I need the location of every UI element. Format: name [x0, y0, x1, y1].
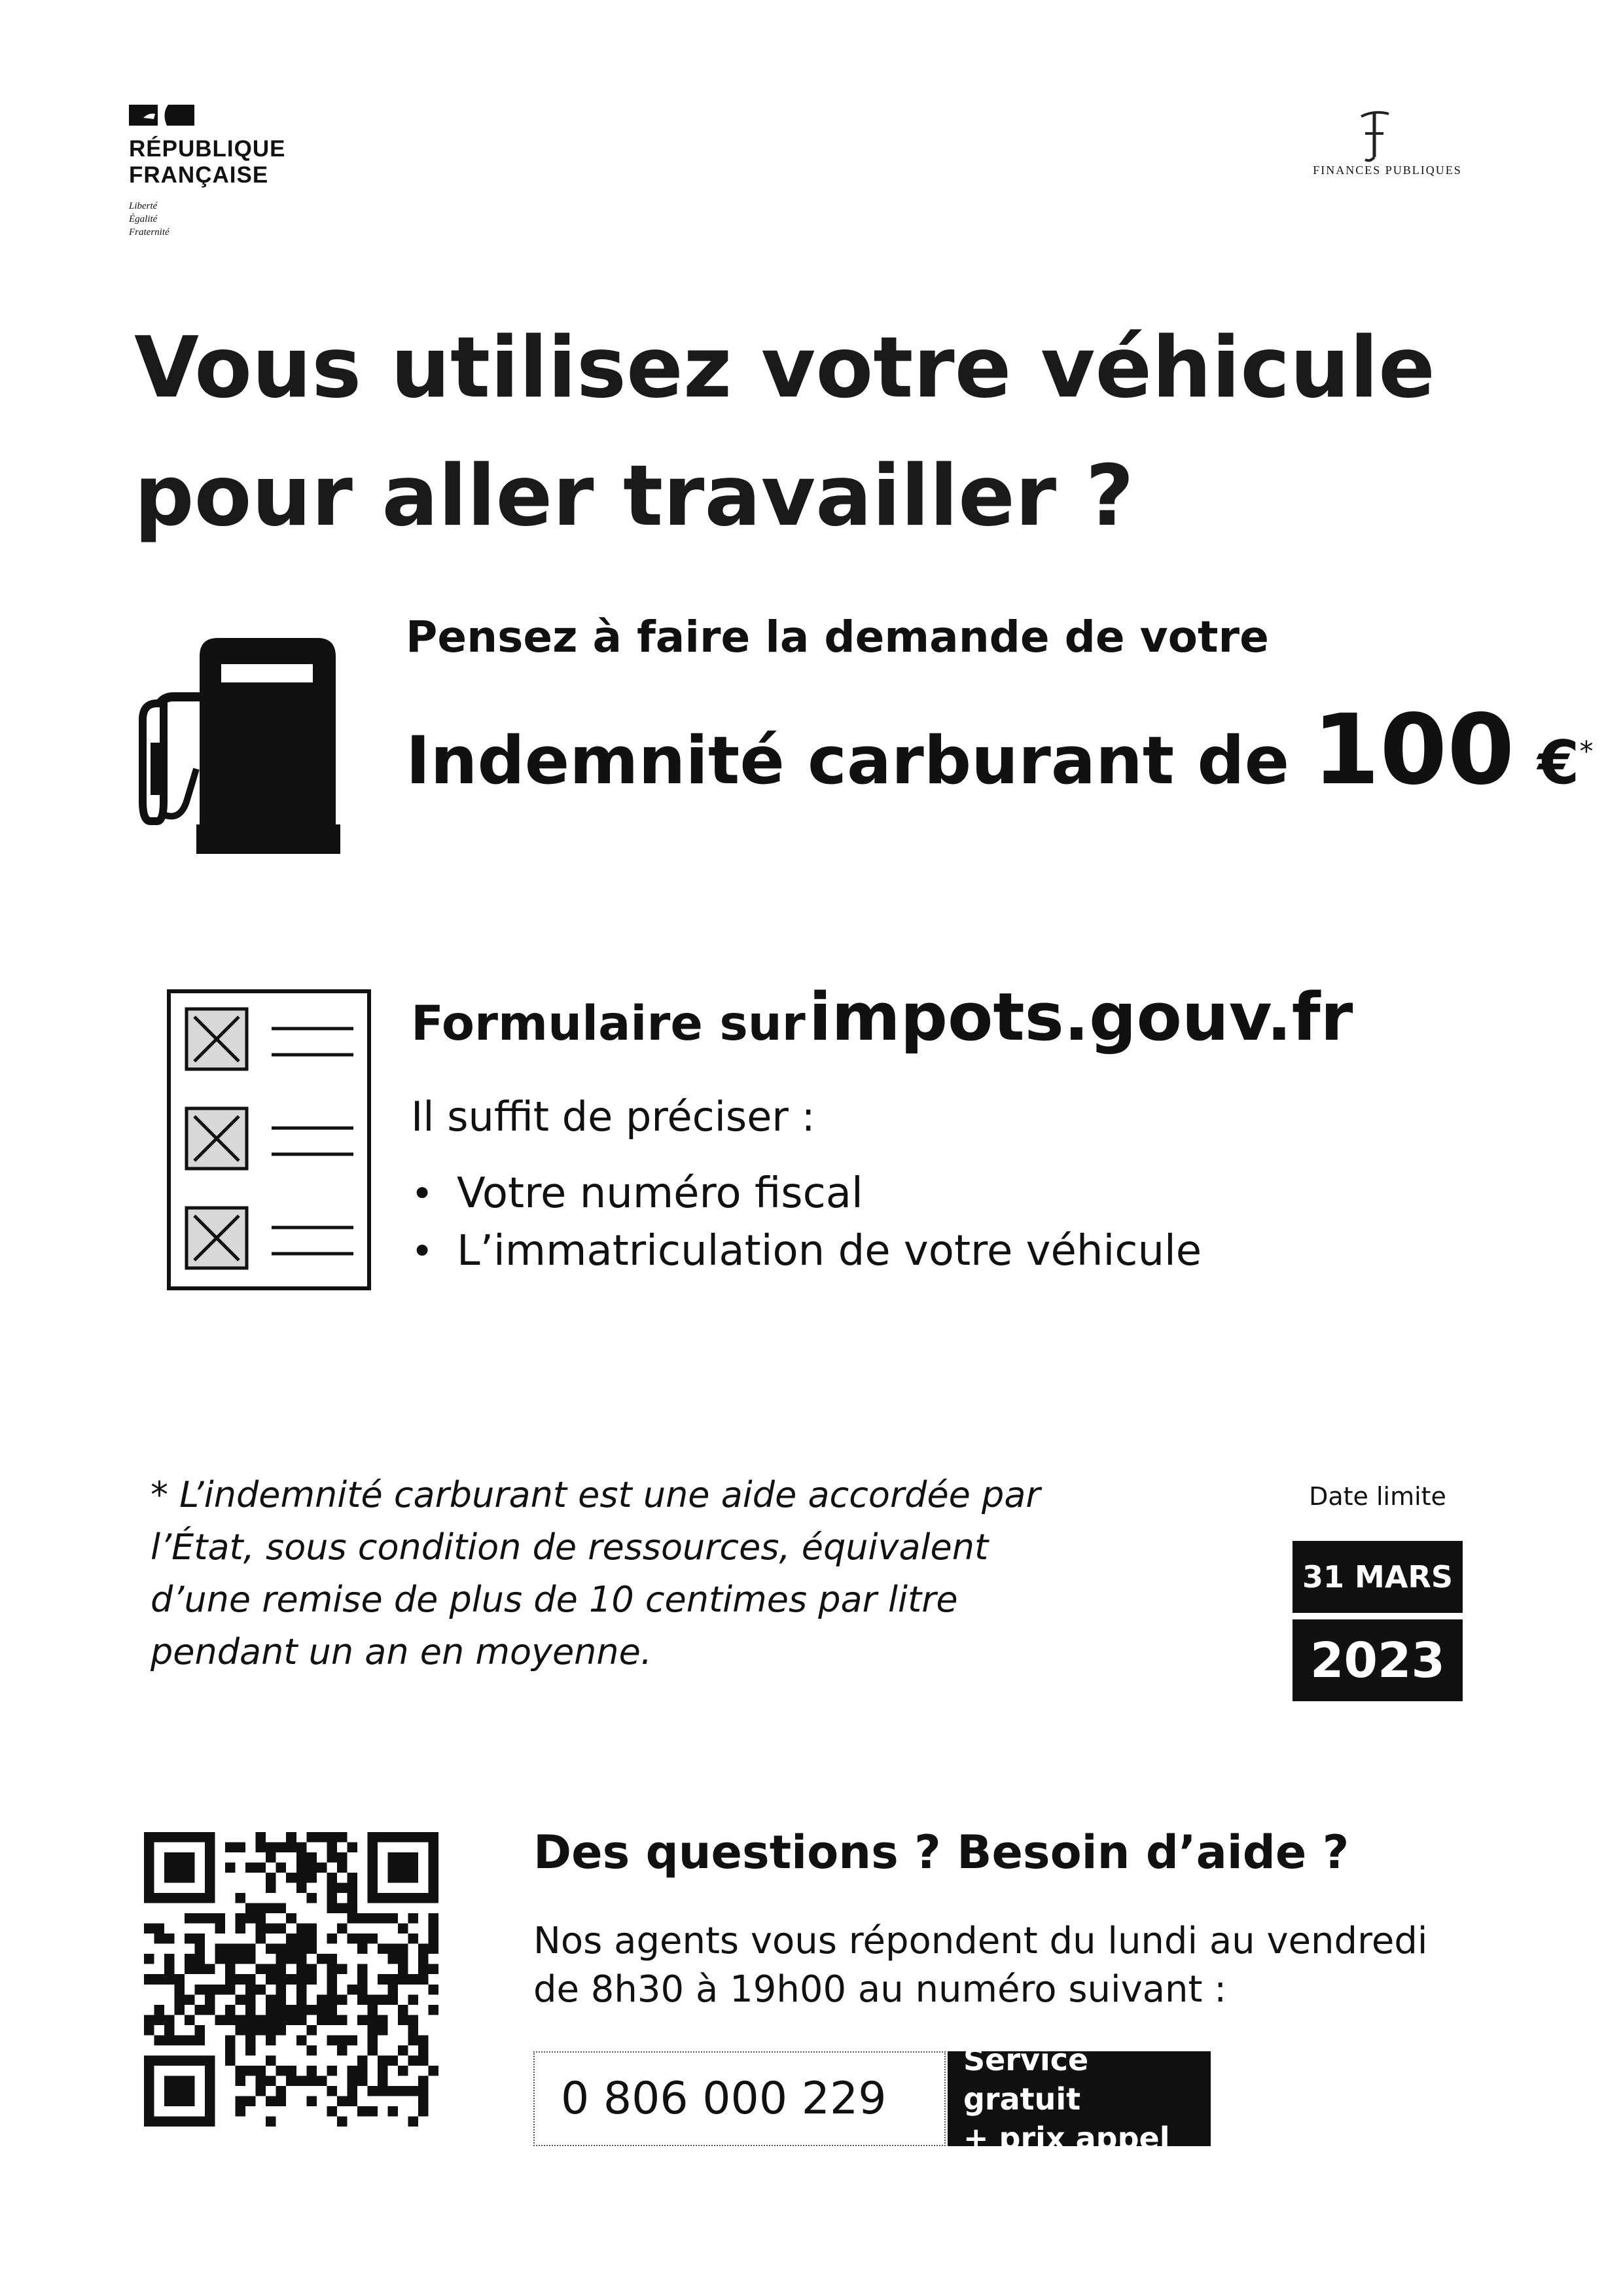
page-title [134, 304, 1508, 561]
title-line-1: Vous utilisez votre véhicule [134, 319, 1435, 417]
help-hours-line-1: Nos agents vous répondent du lundi au vendredi [533, 1920, 1428, 1962]
republic-motto [129, 200, 169, 239]
title-line-2: pour aller travailler ? [134, 448, 1134, 545]
form-requirements-list [411, 1165, 1202, 1280]
footnote-line-4: pendant un an en moyenne. [151, 1631, 652, 1672]
service-price-line-1: Service gratuit [963, 2041, 1089, 2117]
footnote-line-2: l’État, sous condition de ressources, équivalent [151, 1527, 989, 1568]
qr-code-icon[interactable] [144, 1832, 438, 2127]
deadline-day-month: 31 MARS [1293, 1541, 1463, 1613]
service-price-line-2: + prix appel [963, 2120, 1170, 2156]
indemnity-label: Indemnité carburant de [406, 722, 1290, 799]
form-prefix: Formulaire sur [411, 996, 806, 1051]
deadline-label: Date limite [1309, 1482, 1446, 1511]
indemnity-amount-line [406, 694, 1593, 806]
republique-line: RÉPUBLIQUE [129, 136, 286, 162]
deadline-year: 2023 [1293, 1619, 1463, 1701]
indemnity-asterisk: * [1579, 735, 1594, 768]
phone-number[interactable]: 0 806 000 229 [533, 2051, 946, 2146]
list-item: • L’immatriculation de votre véhicule [411, 1222, 1202, 1280]
finances-publiques-label: FINANCES PUBLIQUES [1313, 164, 1462, 177]
finances-publiques-logo-icon [1348, 105, 1400, 164]
impots-site-link[interactable]: impots.gouv.fr [808, 978, 1353, 1055]
footnote-line-1: * L’indemnité carburant est une aide accordée par [151, 1474, 1041, 1515]
motto-liberte: Liberté [129, 201, 158, 211]
checklist-icon [167, 989, 371, 1290]
list-item: • Votre numéro fiscal [411, 1165, 1202, 1222]
help-hours-line-2: de 8h30 à 19h00 au numéro suivant : [533, 1968, 1227, 2011]
indemnity-currency: € [1537, 728, 1580, 798]
francaise-line: FRANÇAISE [129, 162, 269, 188]
help-heading: Des questions ? Besoin d’aide ? [533, 1826, 1349, 1879]
motto-fraternite: Fraternité [129, 227, 169, 238]
footnote-line-3: d’une remise de plus de 10 centimes par litre [151, 1579, 958, 1620]
form-instructions: Il suffit de préciser : [411, 1093, 815, 1140]
fuel-pump-icon [137, 638, 340, 854]
indemnity-amount: 100 [1312, 694, 1515, 806]
marianne-logo-icon [129, 105, 194, 126]
motto-egalite: Égalité [129, 214, 158, 224]
footnote [151, 1469, 1132, 1678]
service-price-badge [948, 2041, 1211, 2156]
indemnity-intro: Pensez à faire la demande de votre [406, 612, 1269, 662]
form-site-line [411, 978, 1353, 1055]
help-hours [533, 1917, 1515, 2014]
republique-francaise-label [129, 136, 285, 188]
